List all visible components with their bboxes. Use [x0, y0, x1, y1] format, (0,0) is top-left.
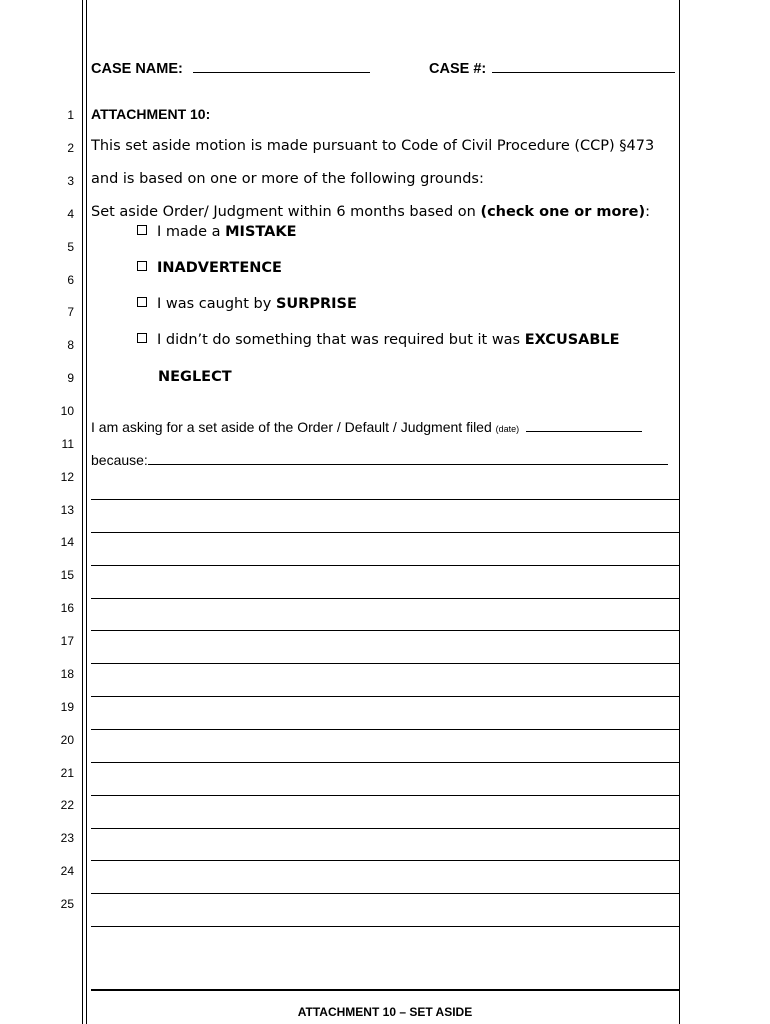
line4-prefix: Set aside Order/ Judgment within 6 months based on — [91, 204, 481, 220]
option-continuation: NEGLECT — [158, 369, 232, 385]
option-bold: INADVERTENCE — [157, 260, 282, 276]
option-bold: MISTAKE — [225, 224, 297, 240]
option-surprise — [137, 296, 357, 312]
checkbox-excusable-neglect[interactable] — [137, 333, 147, 343]
option-bold: SURPRISE — [275, 296, 357, 312]
because-label: because: — [91, 452, 148, 468]
line-number: 12 — [60, 470, 74, 484]
writing-line[interactable] — [91, 795, 679, 796]
writing-line[interactable] — [91, 663, 679, 664]
line-number: 19 — [60, 700, 74, 714]
line-number: 21 — [60, 766, 74, 780]
line-number: 16 — [60, 601, 74, 615]
writing-line[interactable] — [91, 598, 679, 599]
option-mistake — [137, 224, 297, 240]
writing-line[interactable] — [91, 532, 679, 533]
line-number: 15 — [60, 568, 74, 582]
case-number-field[interactable] — [492, 59, 675, 73]
footer-title: ATTACHMENT 10 – SET ASIDE — [297, 1005, 473, 1019]
line4-suffix: : — [645, 204, 651, 220]
line-number: 11 — [61, 437, 74, 451]
paragraph-line-2: This set aside motion is made pursuant to Code of Civil Procedure (CCP) §473 — [91, 138, 655, 154]
line-number: 23 — [60, 831, 74, 845]
option-text: I was caught by — [157, 296, 276, 312]
writing-line[interactable] — [91, 729, 679, 730]
line-number: 9 — [67, 371, 74, 385]
option-text: I made a — [157, 224, 226, 240]
paragraph-line-4 — [91, 204, 650, 220]
line-number: 25 — [60, 897, 74, 911]
footer-rule — [91, 989, 679, 991]
line-number: 5 — [67, 240, 74, 254]
because-field[interactable] — [148, 451, 668, 465]
option-inadvertence — [137, 260, 282, 276]
case-number-row — [429, 59, 675, 77]
line-number: 18 — [60, 667, 74, 681]
line-number: 14 — [60, 535, 74, 549]
request-text: I am asking for a set aside of the Order / Default / Judgment filed — [91, 419, 496, 435]
option-excusable-neglect — [137, 332, 620, 348]
line-number: 3 — [67, 174, 74, 188]
writing-line[interactable] — [91, 762, 679, 763]
writing-line[interactable] — [91, 828, 679, 829]
checkbox-surprise[interactable] — [137, 297, 147, 307]
line-number: 20 — [60, 733, 74, 747]
checkbox-inadvertence[interactable] — [137, 261, 147, 271]
date-hint: (date) — [495, 424, 520, 434]
paragraph-line-3: and is based on one or more of the following grounds: — [91, 171, 484, 187]
line-number: 4 — [67, 207, 74, 221]
line-number: 1 — [67, 108, 74, 122]
because-line — [91, 451, 668, 468]
line-number: 6 — [67, 273, 74, 287]
date-field[interactable] — [526, 418, 642, 432]
line-number: 13 — [60, 503, 74, 517]
option-text: I didn’t do something that was required but it was — [157, 332, 525, 348]
line-number: 7 — [67, 305, 74, 319]
margin-rule-right — [679, 0, 680, 1024]
line4-bold: (check one or more) — [480, 204, 646, 220]
case-name-label: CASE NAME: — [91, 61, 183, 77]
attachment-title: ATTACHMENT 10: — [91, 106, 211, 122]
line-number: 22 — [60, 798, 74, 812]
writing-line[interactable] — [91, 499, 679, 500]
line-number: 17 — [60, 634, 74, 648]
writing-line[interactable] — [91, 893, 679, 894]
line-number: 10 — [60, 404, 74, 418]
line-number: 8 — [67, 338, 74, 352]
margin-rule-left-outer — [82, 0, 83, 1024]
request-line — [91, 418, 642, 435]
writing-line[interactable] — [91, 630, 679, 631]
case-number-label: CASE #: — [429, 61, 487, 77]
option-bold: EXCUSABLE — [524, 332, 620, 348]
margin-rule-left-inner — [86, 0, 87, 1024]
line-number: 24 — [60, 864, 74, 878]
writing-line[interactable] — [91, 926, 679, 927]
writing-line[interactable] — [91, 696, 679, 697]
writing-line[interactable] — [91, 860, 679, 861]
writing-line[interactable] — [91, 565, 679, 566]
case-name-row — [91, 59, 370, 77]
case-name-field[interactable] — [193, 59, 370, 73]
checkbox-mistake[interactable] — [137, 225, 147, 235]
line-number: 2 — [67, 141, 74, 155]
